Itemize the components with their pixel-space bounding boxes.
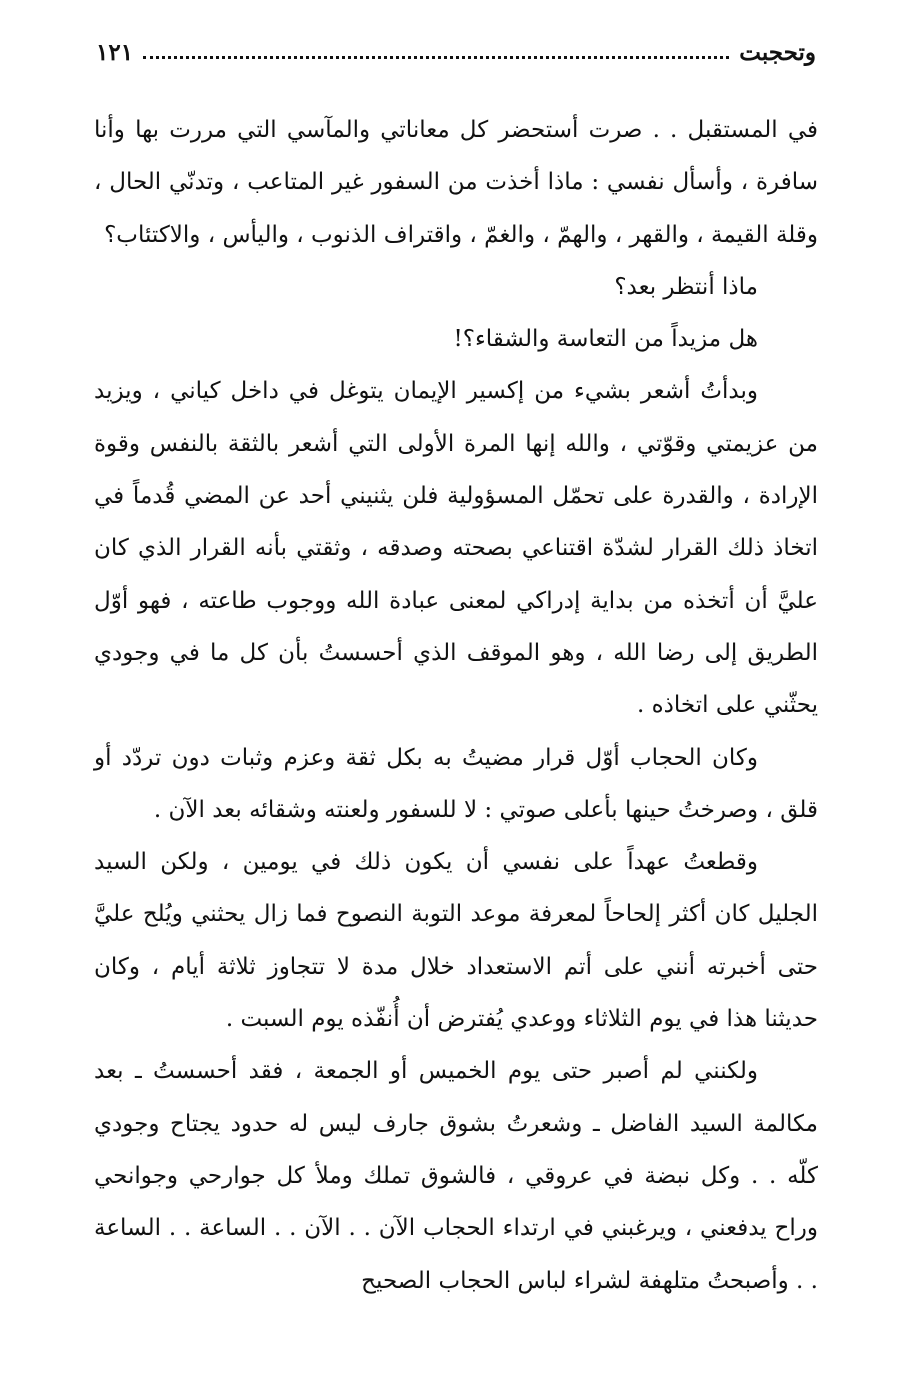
paragraph-longing: ولكنني لم أصبر حتى يوم الخميس أو الجمعة ، فقد أحسستُ ـ بعد مكالمة السيد الفاضل ـ وشعرتُ بشوق جارف ليس له حدود يجتاح وجودي كلّه . . وكل نبضة في عروقي ، فالشوق تملك وملأ كل جوارحي وجوانحي وراح يدفعني ، ويرغبني في ارتداء الحجاب الآن . . الآن . . الساعة . . الساعة . . وأصبحتُ متلهفة لشراء لباس الحجاب الصحيح [94, 1058, 818, 1294]
running-header-title: وتحجبت [739, 38, 816, 66]
paragraph-question-2: هل مزيداً من التعاسة والشقاء؟! [453, 326, 758, 353]
paragraph-faith: وبدأتُ أشعر بشيء من إكسير الإيمان يتوغل في داخل كياني ، ويزيد من عزيمتي وقوّتي ، والله إنها المرة الأولى التي أشعر بالثقة بالنفس وقوة الإرادة ، والقدرة على تحمّل المسؤولية فلن يثنيني أحد عن المضي قُدماً في اتخاذ ذلك القرار لشدّة اقتناعي بصحته وصدقه ، وثقتي بأنه القرار الذي كان عليَّ أن أتخذه من بداية إدراكي لمعنى عبادة الله ووجوب طاعته ، فهو أوّل الطريق إلى رضا الله ، وهو الموقف الذي أحسستُ بأن كل ما في وجودي يحثّني على اتخاذه . [94, 378, 818, 719]
running-header [96, 32, 816, 72]
paragraph-continuation: في المستقبل . . صرت أستحضر كل معاناتي والمآسي التي مررت بها وأنا سافرة ، وأسأل نفسي : ماذا أخذت من السفور غير المتاعب ، وتدنّي الحال ، وقلة القيمة ، والقهر ، والهمّ ، والغمّ ، واقتراف الذنوب ، واليأس ، والاكتئاب؟ [94, 117, 818, 248]
dotted-leader [143, 56, 729, 59]
paragraph-hijab-decision: وكان الحجاب أوّل قرار مضيتُ به بكل ثقة وعزم وثبات دون تردّد أو قلق ، وصرختُ حينها بأعلى صوتي : لا للسفور ولعنته وشقائه بعد الآن . [94, 744, 818, 823]
page-number: ١٢١ [96, 38, 134, 66]
body-text [94, 104, 818, 1307]
paragraph-promise: وقطعتُ عهداً على نفسي أن يكون ذلك في يومين ، ولكن السيد الجليل كان أكثر إلحاحاً لمعرفة موعد التوبة النصوح فما زال يحثني ويُلح عليَّ حتى أخبرته أنني على أتم الاستعداد خلال مدة لا تتجاوز ثلاثة أيام ، وكان حديثنا هذا في يوم الثلاثاء ووعدي يُفترض أن أُنفّذه يوم السبت . [94, 849, 818, 1033]
paragraph-question-1: ماذا أنتظر بعد؟ [614, 273, 758, 300]
